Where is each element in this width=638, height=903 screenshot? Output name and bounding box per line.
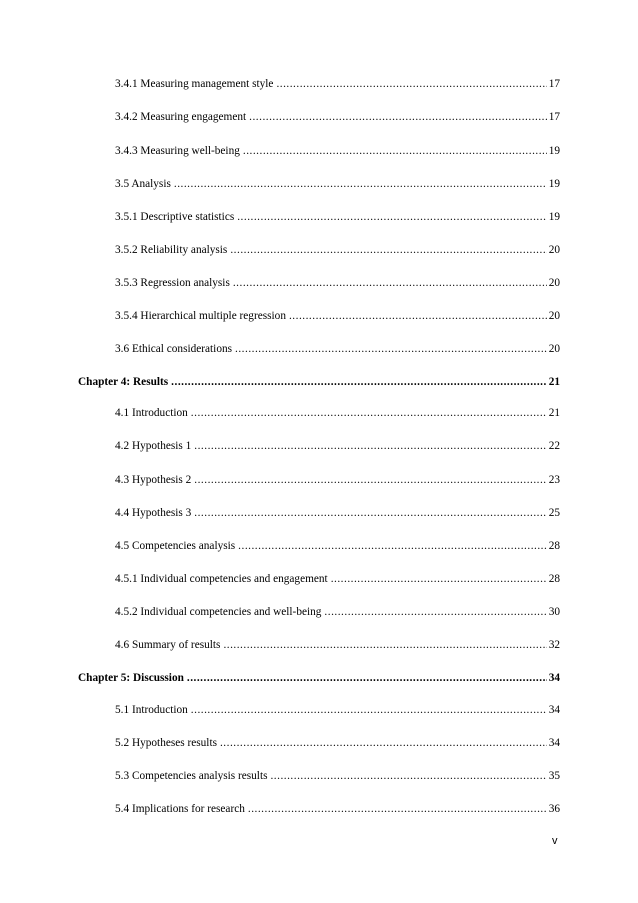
toc-dot-leader	[235, 340, 547, 358]
toc-entry-title: 3.4.3 Measuring well-being	[115, 145, 240, 157]
toc-entry-title: 4.5 Competencies analysis	[115, 540, 236, 552]
toc-entry[interactable]	[115, 142, 560, 160]
toc-entry[interactable]	[115, 636, 560, 654]
toc-entry-title: 3.5.2 Reliability analysis	[115, 244, 228, 256]
toc-entry-page: 20	[548, 277, 560, 289]
toc-entry-page: 19	[548, 211, 560, 223]
toc-entry[interactable]	[115, 75, 560, 93]
toc-dot-leader	[191, 701, 547, 719]
toc-dot-leader	[248, 800, 547, 818]
toc-dot-leader	[243, 142, 547, 160]
toc-entry-page: 28	[548, 540, 560, 552]
toc-entry-title: 5.3 Competencies analysis results	[115, 770, 268, 782]
toc-dot-leader	[324, 603, 546, 621]
toc-entry-title: 3.5.3 Regression analysis	[115, 277, 230, 289]
toc-entry-page: 23	[548, 474, 560, 486]
toc-entry[interactable]	[115, 570, 560, 588]
toc-entry[interactable]	[115, 340, 560, 358]
toc-dot-leader	[194, 504, 546, 522]
toc-entry[interactable]	[115, 701, 560, 719]
toc-dot-leader	[233, 274, 547, 292]
toc-entry-title: 3.5 Analysis	[115, 178, 171, 190]
toc-entry-title: 4.1 Introduction	[115, 407, 188, 419]
toc-entry-page: 22	[548, 440, 560, 452]
toc-dot-leader	[270, 767, 546, 785]
toc-entry[interactable]	[115, 208, 560, 226]
toc-entry-page: 28	[548, 573, 560, 585]
toc-entry-page: 32	[548, 639, 560, 651]
toc-entry-page: 20	[548, 244, 560, 256]
toc-dot-leader	[194, 437, 546, 455]
toc-entry[interactable]	[115, 800, 560, 818]
toc-entry-page: 17	[548, 78, 560, 90]
toc-entry-title: 3.4.2 Measuring engagement	[115, 111, 247, 123]
toc-dot-leader	[191, 404, 547, 422]
toc-entry[interactable]	[115, 175, 560, 193]
toc-dot-leader	[289, 307, 547, 325]
toc-entry-title: 3.5.4 Hierarchical multiple regression	[115, 310, 286, 322]
toc-entry-page: 19	[548, 145, 560, 157]
toc-entry[interactable]	[115, 603, 560, 621]
toc-entry-title: 4.4 Hypothesis 3	[115, 507, 192, 519]
toc-chapter-entry[interactable]	[78, 669, 560, 687]
toc-entry-title: 5.4 Implications for research	[115, 803, 245, 815]
toc-entry[interactable]	[115, 274, 560, 292]
toc-dot-leader	[174, 175, 547, 193]
toc-entry[interactable]	[115, 404, 560, 422]
toc-entry-title: 4.6 Summary of results	[115, 639, 221, 651]
toc-entry-page: 20	[548, 343, 560, 355]
toc-dot-leader	[223, 636, 546, 654]
toc-entry-title: 4.5.2 Individual competencies and well-being	[115, 606, 322, 618]
toc-entry-title: 5.1 Introduction	[115, 704, 188, 716]
toc-entry-page: 19	[548, 178, 560, 190]
toc-entry-page: 30	[548, 606, 560, 618]
toc-entry-page: 36	[548, 803, 560, 815]
page-number: v	[552, 835, 558, 847]
toc-entry-title: 3.4.1 Measuring management style	[115, 78, 274, 90]
toc-entry[interactable]	[115, 108, 560, 126]
toc-dot-leader	[230, 241, 546, 259]
toc-dot-leader	[194, 471, 546, 489]
toc-entry-title: Chapter 5: Discussion	[78, 672, 184, 684]
toc-entry[interactable]	[115, 537, 560, 555]
toc-dot-leader	[237, 208, 546, 226]
toc-entry-title: 5.2 Hypotheses results	[115, 737, 217, 749]
toc-chapter-entry[interactable]	[78, 373, 560, 391]
toc-entry[interactable]	[115, 471, 560, 489]
toc-entry-page: 17	[548, 111, 560, 123]
toc-dot-leader	[220, 734, 547, 752]
toc-entry-title: 4.2 Hypothesis 1	[115, 440, 192, 452]
toc-entry-page: 21	[548, 407, 560, 419]
toc-entry-title: 4.5.1 Individual competencies and engagement	[115, 573, 328, 585]
toc-entry-page: 25	[548, 507, 560, 519]
toc-entry[interactable]	[115, 437, 560, 455]
toc-entry-page: 20	[548, 310, 560, 322]
toc-entry-page: 34	[548, 737, 560, 749]
toc-entry[interactable]	[115, 767, 560, 785]
toc-entry[interactable]	[115, 307, 560, 325]
toc-entry-title: 4.3 Hypothesis 2	[115, 474, 192, 486]
toc-dot-leader	[238, 537, 547, 555]
toc-dot-leader	[276, 75, 546, 93]
toc-entry-title: 3.5.1 Descriptive statistics	[115, 211, 235, 223]
toc-entry-title: Chapter 4: Results	[78, 376, 169, 388]
toc-entry-page: 34	[548, 672, 560, 684]
toc-entry[interactable]	[115, 734, 560, 752]
toc-dot-leader	[249, 108, 547, 126]
toc-dot-leader	[171, 373, 547, 391]
toc-entry[interactable]	[115, 504, 560, 522]
toc-entry[interactable]	[115, 241, 560, 259]
toc-dot-leader	[187, 669, 547, 687]
toc-dot-leader	[331, 570, 547, 588]
toc-entry-page: 34	[548, 704, 560, 716]
toc-entry-page: 35	[548, 770, 560, 782]
toc-entry-title: 3.6 Ethical considerations	[115, 343, 233, 355]
toc-entry-page: 21	[548, 376, 560, 388]
